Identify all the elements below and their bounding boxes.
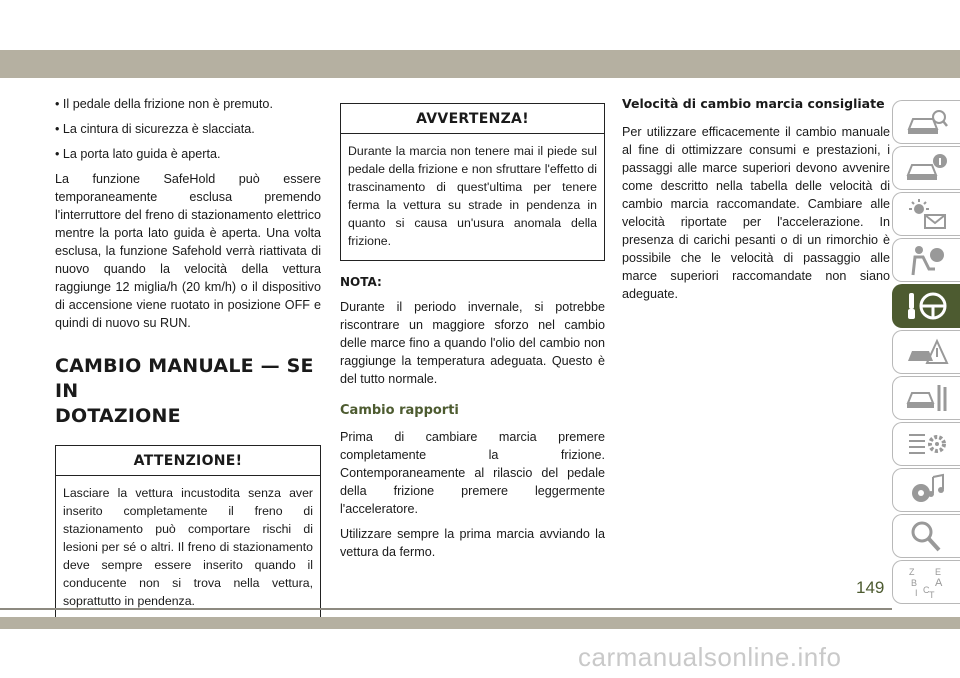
- bullet-item: • La cintura di sicurezza è slacciata.: [55, 122, 255, 136]
- tab-safety[interactable]: [892, 238, 960, 282]
- tab-warning-lights[interactable]: [892, 192, 960, 236]
- specifications-gear-icon: [905, 427, 949, 461]
- tab-car-search[interactable]: [892, 100, 960, 144]
- key-steering-wheel-icon: [905, 289, 949, 323]
- attention-text: Lasciare la vettura incustodita senza aver inserito completamente il freno di stazionamento può comportare rischi di lesioni per sé o altri. Il freno di stazionamento deve sempre essere inserito quando il conducente non si trova nella vettura, soprattutto in pendenza.: [63, 486, 313, 608]
- note-label: NOTA:: [340, 275, 382, 289]
- attention-box: [55, 445, 321, 621]
- column-right: [622, 95, 890, 310]
- index-letter: B: [910, 578, 917, 588]
- car-search-icon: [905, 105, 949, 139]
- warning-light-message-icon: [905, 197, 949, 231]
- note-text: Durante il periodo invernale, si potrebbe riscontrare un maggiore sforzo nel cambio delle marce fino a quando l'olio del cambio non raggiunge la temperatura adeguata. Questo è del tutto normale.: [340, 300, 605, 386]
- bullet-item: • La porta lato guida è aperta.: [55, 147, 221, 161]
- index-letter: T: [928, 590, 934, 599]
- safehold-paragraph: La funzione SafeHold può essere temporaneamente esclusa premendo l'interruttore del freno di stazionamento elettrico mentre la porta lato guida è aperta. Una volta esclusa, la funzione Safehold verrà riattivata di nuovo quando la velocità della vettura raggiunge 12 miglia/h (20 km/h) o il dispositivo di accensione viene ruotato in posizione OFF e quindi di nuovo su RUN.: [55, 172, 321, 330]
- page-number: 149: [856, 578, 885, 597]
- first-gear-paragraph: Utilizzare sempre la prima marcia avviando la vettura da fermo.: [340, 527, 605, 559]
- index-letter: E: [934, 567, 941, 577]
- top-color-bar: [0, 50, 960, 78]
- tab-starting-operating[interactable]: [892, 284, 960, 328]
- section-title: [55, 354, 321, 429]
- tab-in-case-of-emergency[interactable]: [892, 330, 960, 374]
- tab-car-info[interactable]: [892, 146, 960, 190]
- index-letter: I: [914, 588, 918, 598]
- tab-multimedia[interactable]: [892, 468, 960, 512]
- section-title-line1: CAMBIO MANUALE — SE IN: [55, 355, 314, 402]
- warning-title: AVVERTENZA!: [341, 104, 604, 134]
- multimedia-icon: [905, 473, 949, 507]
- gear-change-paragraph: Prima di cambiare marcia premere completamente la frizione. Contemporaneamente al rilascio del pedale della frizione premere leggermente l'acceleratore.: [340, 430, 605, 516]
- tab-servicing[interactable]: [892, 376, 960, 420]
- chapter-tabs: [892, 100, 960, 606]
- index-letters-icon: [905, 565, 949, 599]
- attention-title: ATTENZIONE!: [56, 446, 320, 476]
- watermark: carmanualsonline.info: [578, 642, 842, 672]
- tab-technical-specifications[interactable]: [892, 422, 960, 466]
- section-title-line2: DOTAZIONE: [55, 405, 181, 427]
- bottom-rule: [0, 608, 892, 610]
- warning-text: Durante la marcia non tenere mai il piede sul pedale della frizione e non sfruttare l'effetto di trascinamento di quest'ultima per tenere ferma la vettura su strade in pendenza in quanto si causa un'usura anomala della frizione.: [348, 144, 597, 248]
- car-service-tools-icon: [905, 381, 949, 415]
- index-letter: C: [922, 585, 929, 595]
- shift-speeds-paragraph: Per utilizzare efficacemente il cambio manuale al fine di ottimizzare consumi e prestazioni, i passaggi alle marce superiori devono avvenire come descritto nella tabella delle velocità di cambio marcia raccomandate. Cambiare alle velocità riportate per l'accelerazione. In presenza di carichi pesanti o di un rimorchio è possibile che le velocità di passaggio alle marce superiori raccomandate non siano adeguate.: [622, 125, 890, 301]
- car-info-icon: [905, 151, 949, 185]
- roadside-warning-icon: [905, 335, 949, 369]
- tab-search[interactable]: [892, 514, 960, 558]
- gear-change-subhead: Cambio rapporti: [340, 403, 459, 418]
- seat-airbag-icon: [905, 243, 949, 277]
- tab-index[interactable]: [892, 560, 960, 604]
- index-letter: Z: [908, 567, 914, 577]
- index-letter: A: [934, 577, 942, 589]
- bullet-item: • Il pedale della frizione non è premuto.: [55, 97, 273, 111]
- warning-box: [340, 103, 605, 261]
- bottom-color-bar: [0, 617, 960, 629]
- search-magnifier-icon: [905, 519, 949, 553]
- shift-speeds-subhead: Velocità di cambio marcia consigliate: [622, 96, 885, 111]
- column-left: [55, 95, 321, 633]
- column-middle: [340, 95, 605, 568]
